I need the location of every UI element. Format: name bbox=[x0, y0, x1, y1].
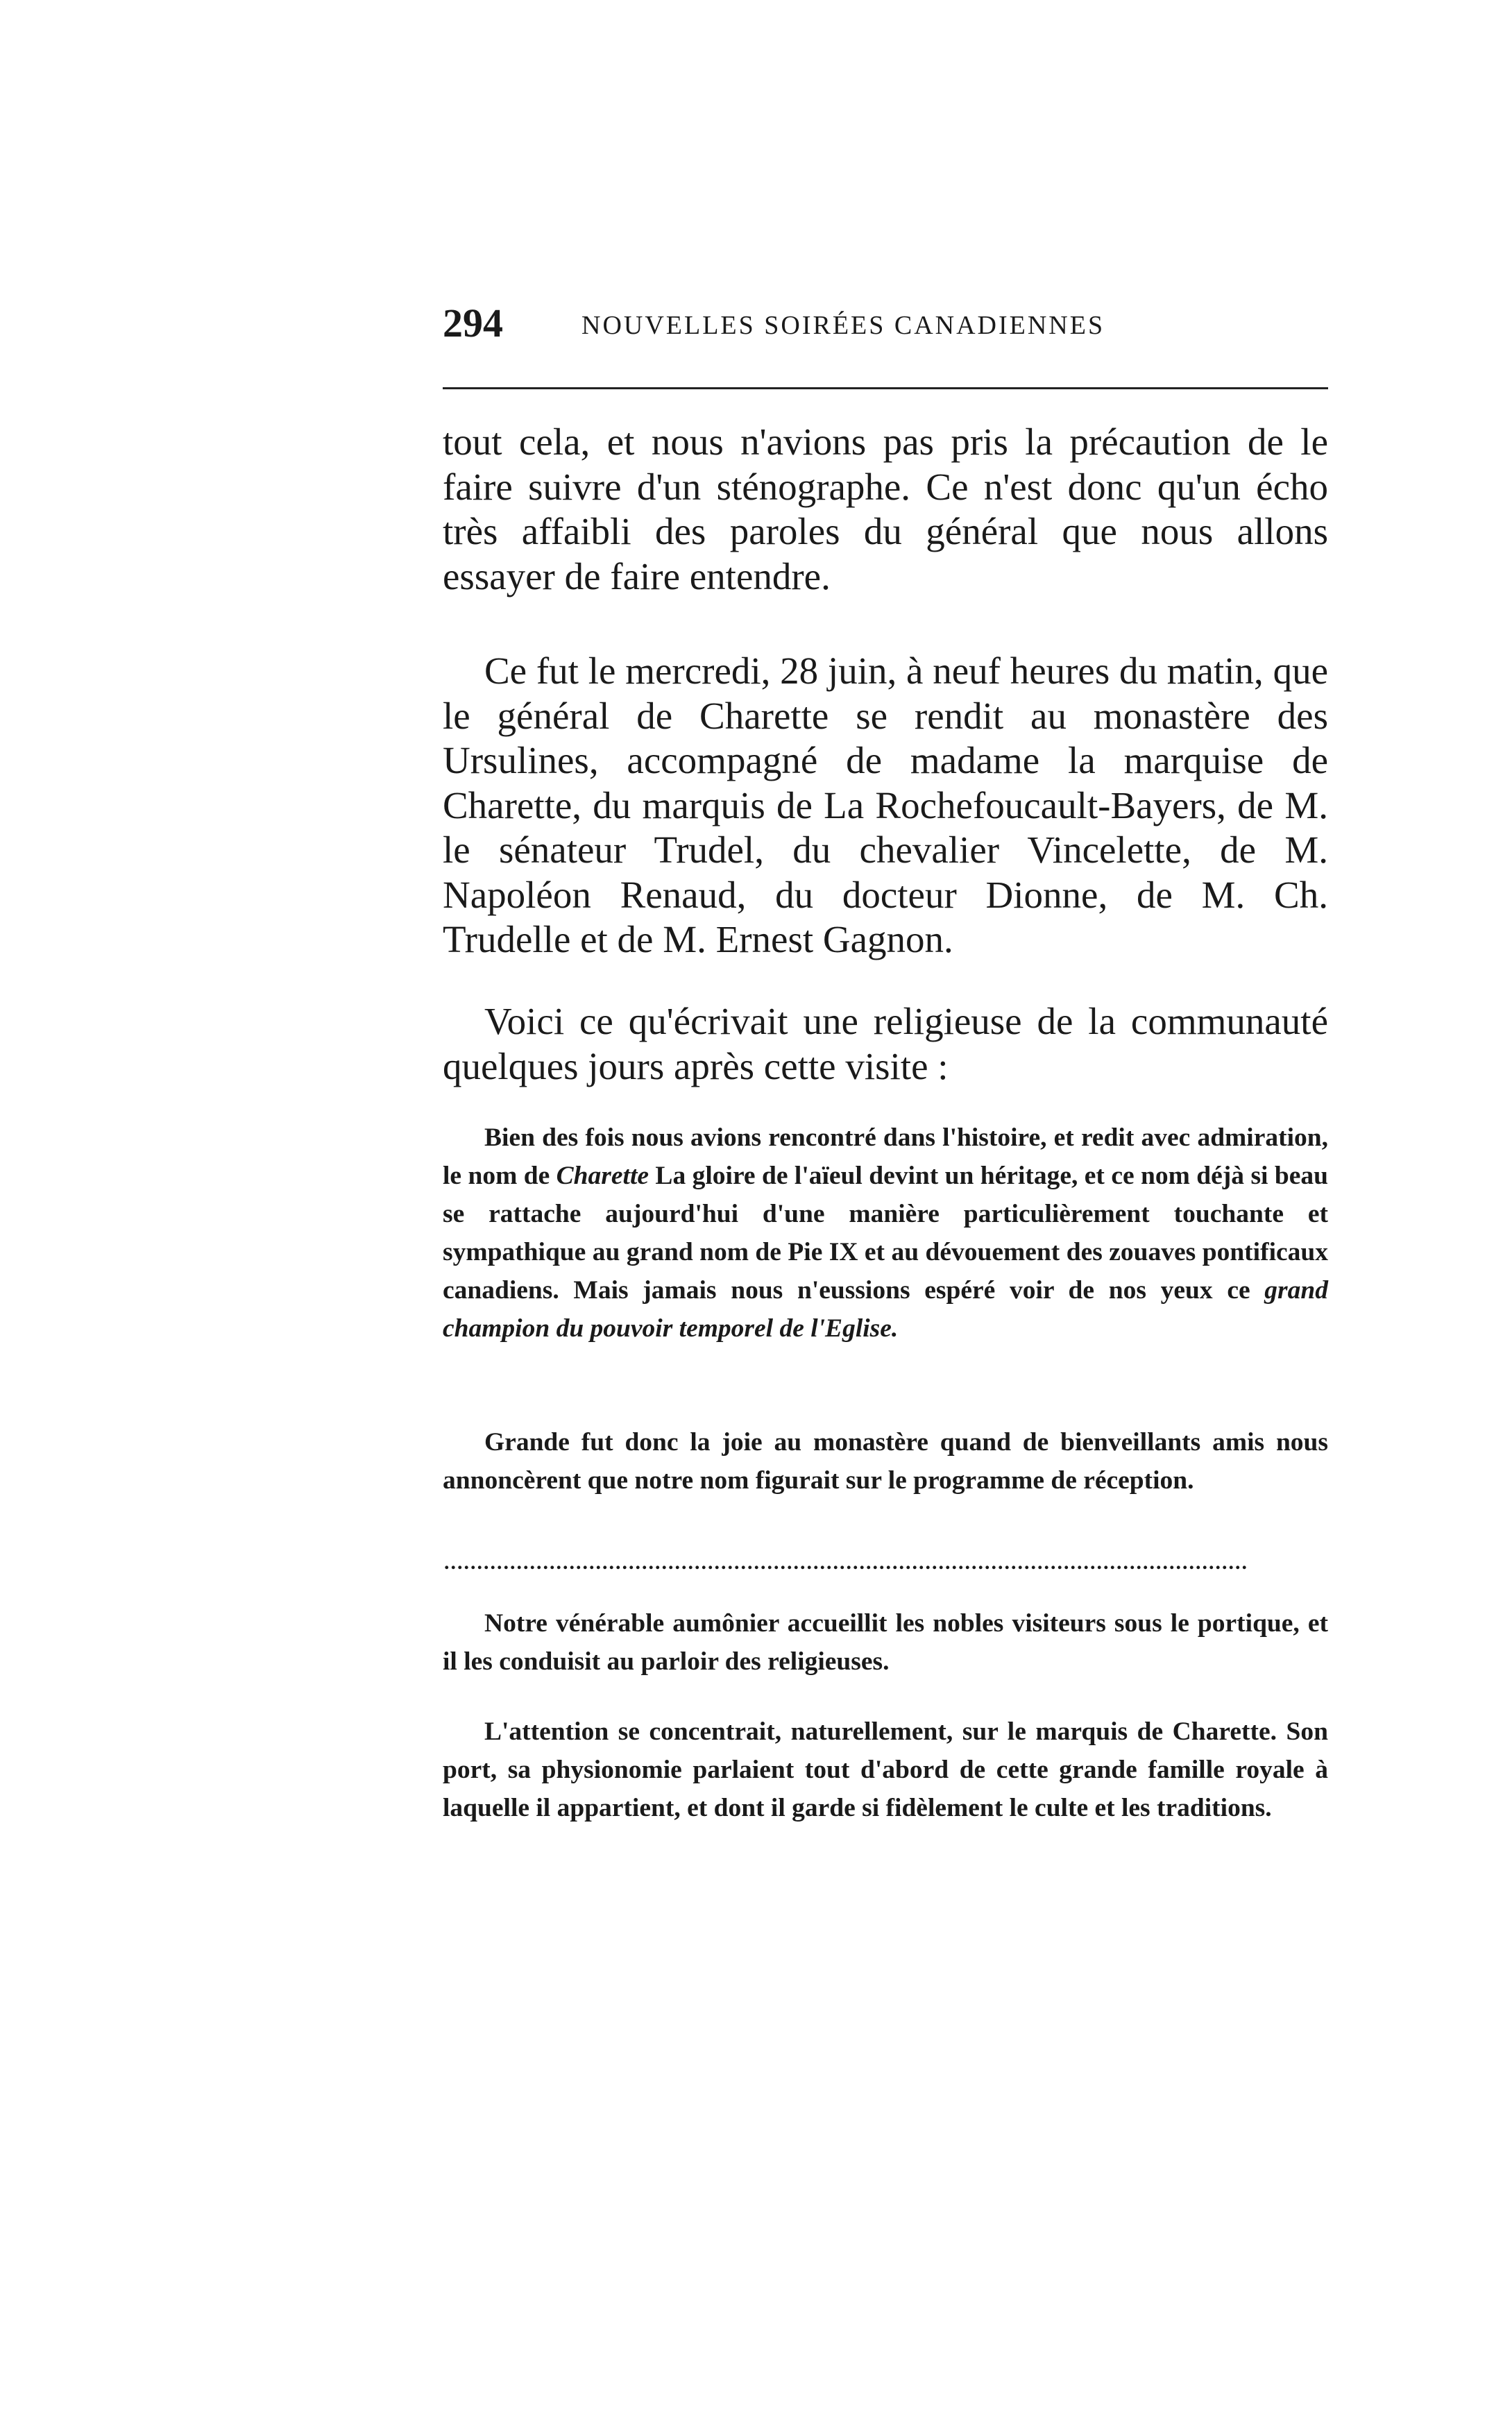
quote-paragraph-2 bbox=[443, 1423, 1328, 1500]
paragraph-2 bbox=[443, 649, 1328, 962]
quote-text: Grande fut donc la joie au monastère quand de bienveillants amis nous annoncèrent que notre nom figurait sur le programme de réception. bbox=[443, 1428, 1328, 1495]
paragraph-3 bbox=[443, 999, 1328, 1089]
quote-text-start: Bien des fois nous avions rencontré dans l'histoire, et redit avec admiration, le nom de bbox=[443, 1123, 1328, 1190]
paragraph-text: Voici ce qu'écrivait une religieuse de la communauté quelques jours après cette visite : bbox=[443, 1000, 1328, 1087]
header-rule bbox=[443, 387, 1328, 389]
quote-paragraph-4 bbox=[443, 1713, 1328, 1827]
paragraph-text: tout cela, et nous n'avions pas pris la précaution de le faire suivre d'un sténographe. Ce n'est donc qu'un écho très affaibli des paroles du général que nous allons essayer de faire entendre. bbox=[443, 421, 1328, 597]
ellipsis-divider: .......................................................................................................................... bbox=[444, 1551, 1248, 1574]
quote-text-italic: grand champion du pouvoir temporel de l'Eglise. bbox=[443, 1276, 1328, 1343]
quote-name-charette: Charette bbox=[556, 1162, 649, 1190]
paragraph-1 bbox=[443, 420, 1328, 599]
quote-text: L'attention se concentrait, naturellement, sur le marquis de Charette. Son port, sa physionomie parlaient tout d'abord de cette grande famille royale à laquelle il appartient, et dont il garde si fidèlement le culte et les traditions. bbox=[443, 1717, 1328, 1822]
quote-paragraph-1 bbox=[443, 1119, 1328, 1348]
quote-paragraph-3 bbox=[443, 1604, 1328, 1681]
running-title: NOUVELLES SOIRÉES CANADIENNES bbox=[581, 311, 1105, 340]
page-header bbox=[443, 296, 1328, 351]
paragraph-text: Ce fut le mercredi, 28 juin, à neuf heures du matin, que le général de Charette se rendit au monastère des Ursulines, accompagné de madame la marquise de Charette, du marquis de La Rochefoucault-Bayers, de M. le sénateur Trudel, du chevalier Vincelette, de M. Napoléon Renaud, du docteur Dionne, de M. Ch. Trudelle et de M. Ernest Gagnon. bbox=[443, 650, 1328, 960]
page-number: 294 bbox=[443, 300, 503, 346]
quote-text-mid: La gloire de l'aïeul devint un héritage, et ce nom déjà si beau se rattache aujourd'hui d'une manière particulièrement touchante et sympathique au grand nom de Pie IX et au dévouement des zouaves pontificaux canadiens. Mais jamais nous n'eussions espéré voir de nos yeux ce bbox=[443, 1162, 1328, 1305]
quote-text: Notre vénérable aumônier accueillit les nobles visiteurs sous le portique, et il les conduisit au parloir des religieuses. bbox=[443, 1609, 1328, 1676]
quote-text bbox=[443, 1119, 1328, 1348]
